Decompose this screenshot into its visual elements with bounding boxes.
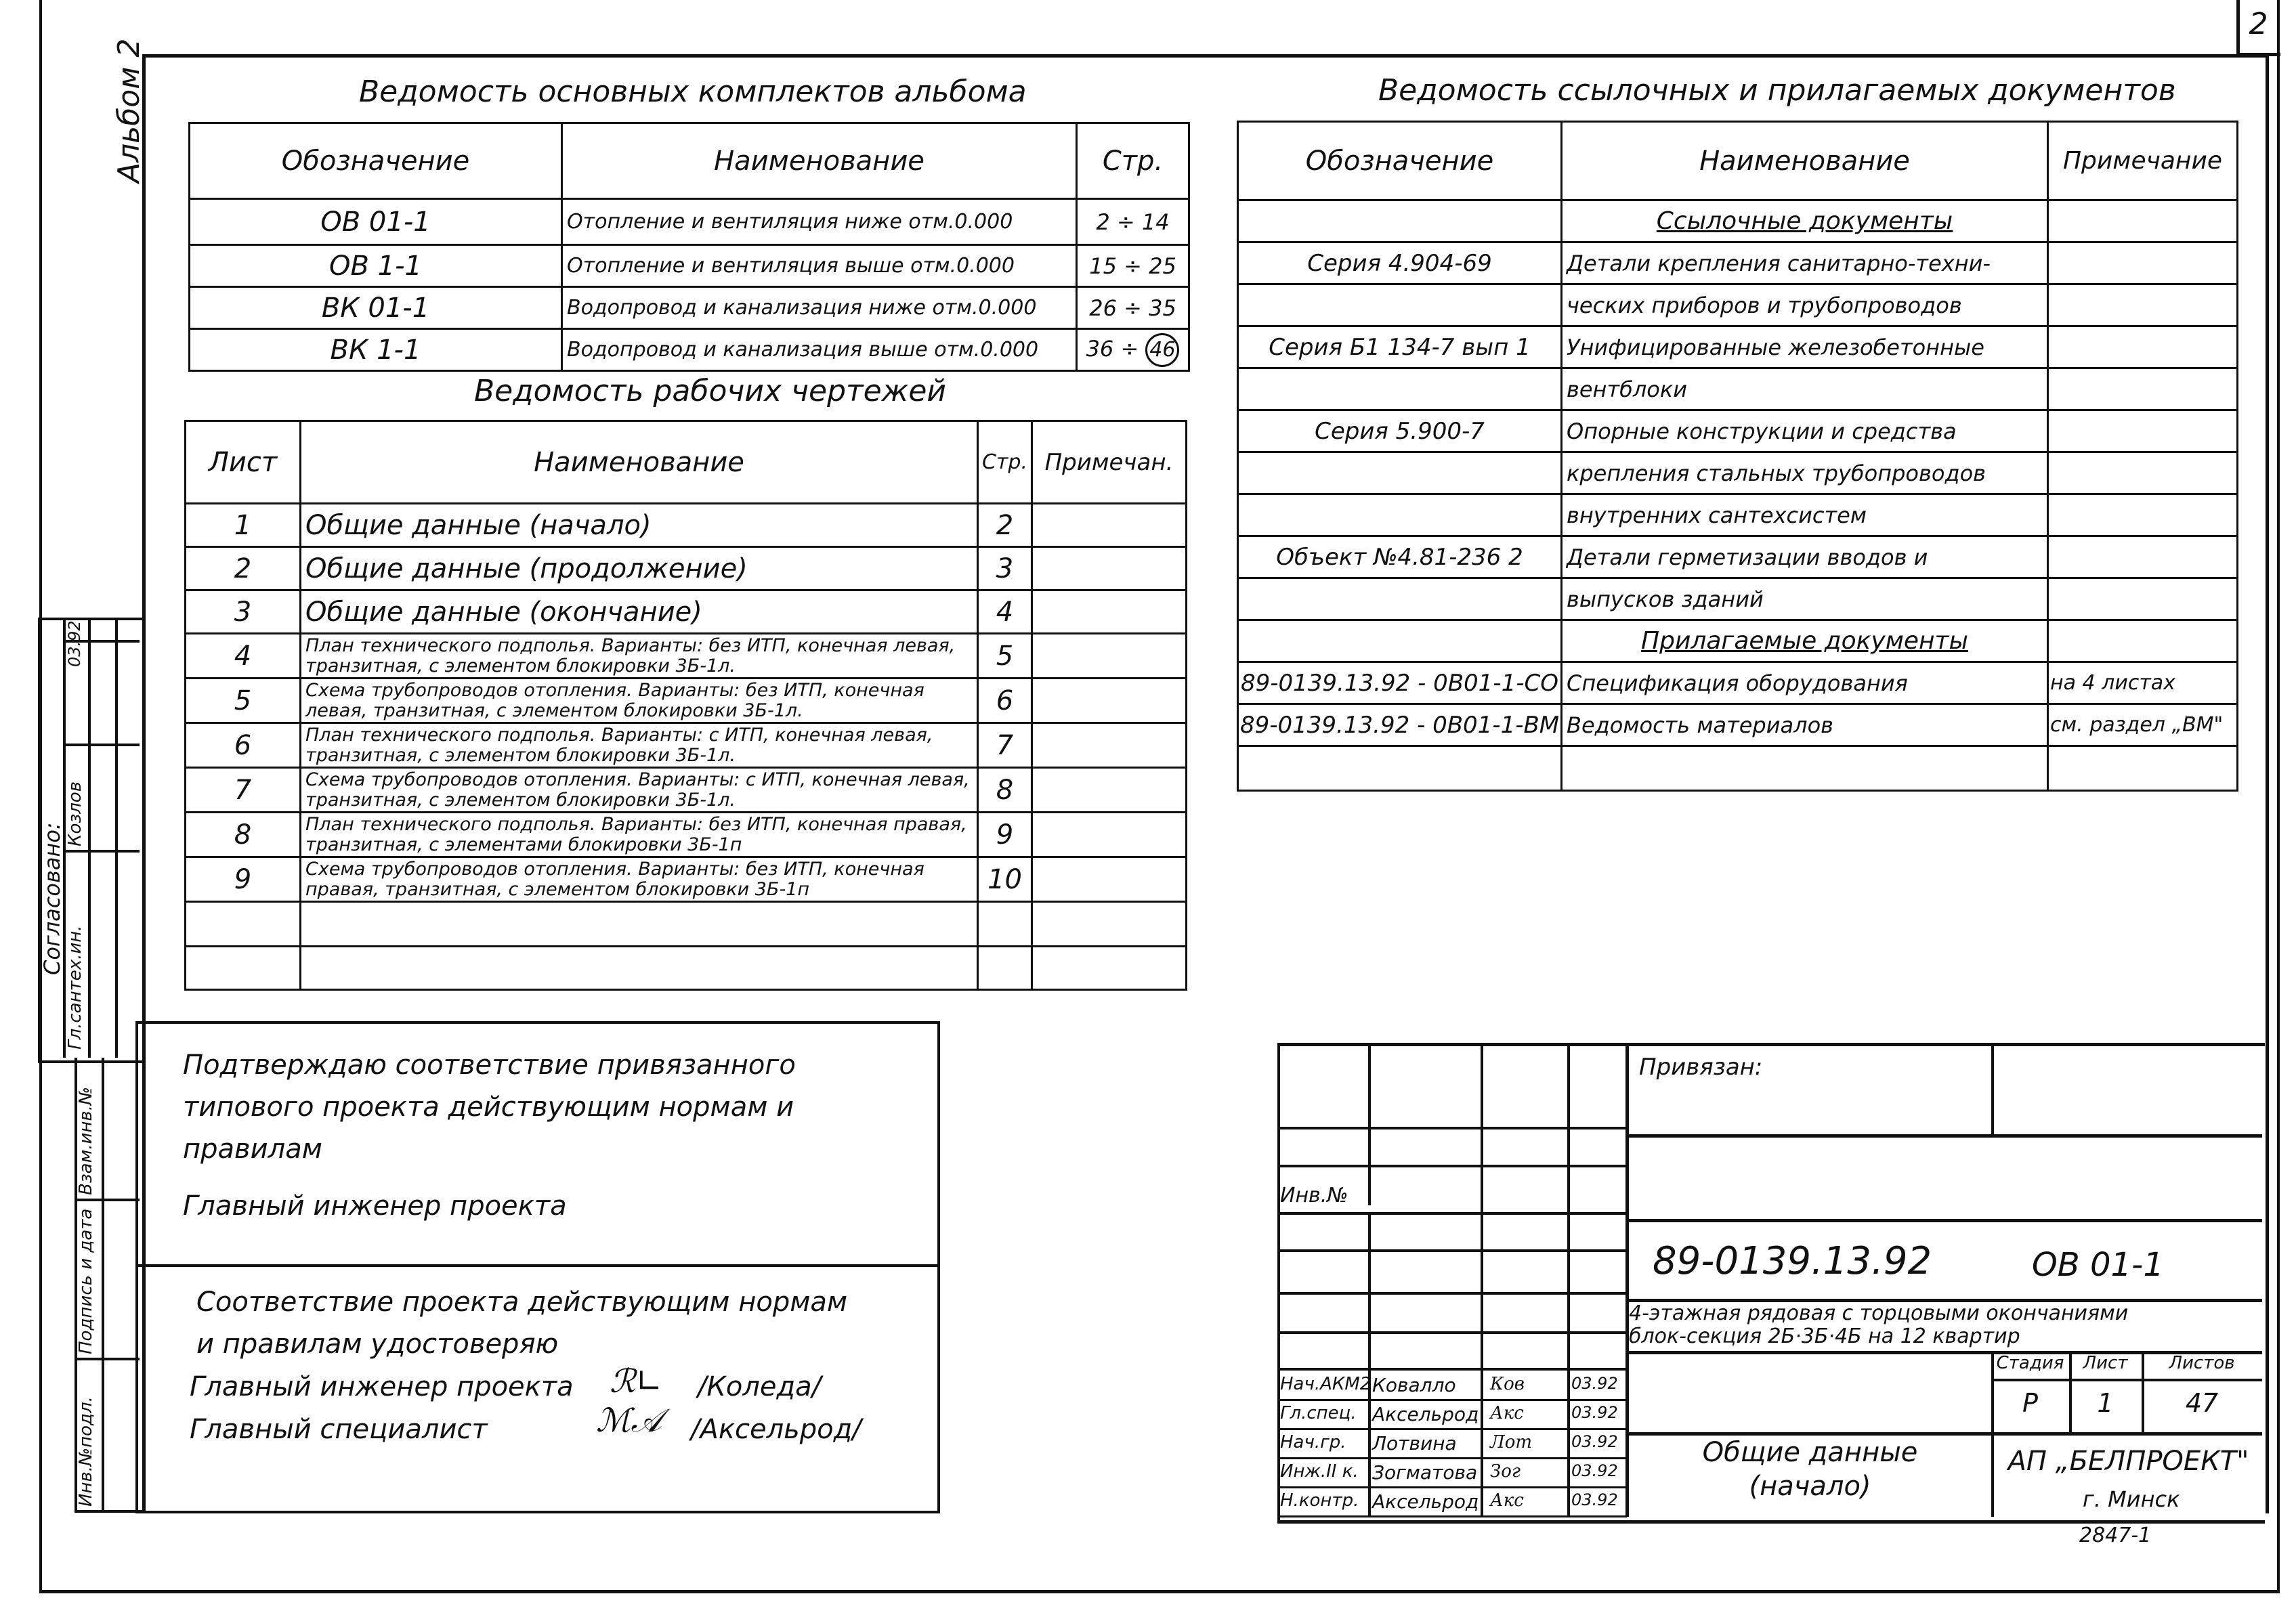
stamp-label-sign-date: Подпись и дата bbox=[76, 1208, 96, 1354]
col-header-code: Обозначение bbox=[1238, 122, 1562, 200]
doc-name: ческих приборов и трубопроводов bbox=[1562, 284, 2048, 326]
staff-name: Зогматова bbox=[1372, 1461, 1478, 1484]
confirmation-line: правилам bbox=[183, 1134, 322, 1165]
divider bbox=[1625, 1432, 2262, 1436]
divider bbox=[1277, 1249, 1627, 1252]
col-header-code: Обозначение bbox=[190, 123, 562, 199]
doc-code bbox=[1238, 284, 1562, 326]
table-row bbox=[1238, 410, 2238, 452]
drawing-sheet: 2 bbox=[186, 547, 301, 590]
divider bbox=[88, 618, 91, 1058]
set-name: Водопровод и канализация ниже отм.0.000 bbox=[562, 287, 1077, 329]
drawing-note bbox=[1032, 504, 1187, 547]
stamp-label-replace-inv: Взам.инв.№ bbox=[76, 1087, 96, 1195]
confirmation-line: Подтверждаю соответствие привязанного bbox=[183, 1050, 796, 1081]
table-row bbox=[190, 287, 1189, 329]
set-name: Отопление и вентиляция выше отм.0.000 bbox=[562, 245, 1077, 287]
drawing-name: Общие данные (окончание) bbox=[301, 590, 978, 634]
doc-code: Серия 5.900-7 bbox=[1238, 410, 1562, 452]
drawing-sheet bbox=[186, 947, 301, 990]
doc-note bbox=[2048, 494, 2238, 536]
staff-role: Нач.гр. bbox=[1280, 1432, 1346, 1452]
album-label: Альбом 2 bbox=[112, 38, 146, 183]
table-row bbox=[1238, 326, 2238, 368]
drawing-page: 2 bbox=[978, 504, 1032, 547]
divider bbox=[75, 1199, 140, 1201]
drawing-name: Общие данные (начало) bbox=[301, 504, 978, 547]
doc-code bbox=[1238, 200, 1562, 242]
divider bbox=[1625, 1219, 2262, 1222]
divider bbox=[1277, 1399, 1627, 1401]
drawing-page: 9 bbox=[978, 813, 1032, 857]
doc-note bbox=[2048, 620, 2238, 662]
col-header-name: Наименование bbox=[301, 421, 978, 504]
drawing-name: План технического подполья. Варианты: без ИТП, конечная правая, транзитная, с элементами блокировки 3Б-1п bbox=[301, 813, 978, 857]
drawing-note bbox=[1032, 590, 1187, 634]
doc-note bbox=[2048, 200, 2238, 242]
drawing-page: 6 bbox=[978, 679, 1032, 723]
drawing-page bbox=[978, 902, 1032, 947]
drawing-note bbox=[1032, 679, 1187, 723]
drawing-sheet bbox=[186, 902, 301, 947]
staff-name: Аксельрод bbox=[1372, 1403, 1479, 1425]
table-row bbox=[186, 723, 1187, 768]
divider bbox=[75, 1358, 140, 1360]
main-sets-title: Ведомость основных комплектов альбома bbox=[359, 74, 1027, 109]
description-line: 4-этажная рядовая с торцовыми окончаниями bbox=[1629, 1301, 2129, 1325]
drawing-note bbox=[1032, 768, 1187, 813]
col-header-pages: Стр. bbox=[1077, 123, 1189, 199]
drawing-note bbox=[1032, 902, 1187, 947]
drawing-name: Схема трубопроводов отопления. Варианты: с ИТП, конечная левая, транзитная, с элементом блокировки 3Б-1л. bbox=[301, 768, 978, 813]
doc-note bbox=[2048, 578, 2238, 620]
divider bbox=[1277, 1486, 1627, 1488]
doc-code: Объект №4.81-236 2 bbox=[1238, 536, 1562, 578]
divider bbox=[1625, 1134, 2262, 1138]
doc-note bbox=[2048, 746, 2238, 791]
divider bbox=[1277, 1292, 1627, 1295]
doc-name: внутренних сантехсистем bbox=[1562, 494, 2048, 536]
certification-role: Главный специалист bbox=[190, 1414, 488, 1445]
main-sets-table bbox=[188, 122, 1190, 372]
table-row bbox=[1238, 242, 2238, 284]
divider bbox=[1991, 1046, 1994, 1134]
col-header-note: Примечание bbox=[2048, 122, 2238, 200]
divider bbox=[1277, 1165, 1627, 1167]
table-row bbox=[186, 902, 1187, 947]
divider bbox=[1481, 1043, 1483, 1517]
drawing-note bbox=[1032, 857, 1187, 902]
certification-line: Соответствие проекта действующим нормам bbox=[196, 1287, 848, 1318]
doc-code: 89-0139.13.92 - 0В01-1-ВМ bbox=[1238, 704, 1562, 746]
drawing-page: 7 bbox=[978, 723, 1032, 768]
staff-role: Гл.спец. bbox=[1280, 1403, 1357, 1423]
drawing-name: Общие данные (продолжение) bbox=[301, 547, 978, 590]
sheet-title-line: (начало) bbox=[1749, 1471, 1871, 1502]
agreed-name: Козлов bbox=[65, 781, 85, 846]
divider bbox=[1277, 1515, 1627, 1517]
drawing-page: 3 bbox=[978, 547, 1032, 590]
col-header-name: Наименование bbox=[562, 123, 1077, 199]
staff-date: 03.92 bbox=[1571, 1403, 1618, 1422]
drawing-sheet: 5 bbox=[186, 679, 301, 723]
divider bbox=[1277, 1127, 1627, 1129]
doc-name: Ведомость материалов bbox=[1562, 704, 2048, 746]
divider bbox=[102, 1058, 104, 1510]
table-row bbox=[1238, 620, 2238, 662]
table-row bbox=[186, 590, 1187, 634]
reference-docs-table bbox=[1237, 121, 2238, 792]
set-pages: 15 ÷ 25 bbox=[1077, 245, 1189, 287]
drawing-note bbox=[1032, 634, 1187, 679]
drawing-sheet: 6 bbox=[186, 723, 301, 768]
doc-code bbox=[1238, 620, 1562, 662]
divider bbox=[1991, 1379, 2262, 1381]
drawing-page: 8 bbox=[978, 768, 1032, 813]
linked-label: Привязан: bbox=[1639, 1054, 1763, 1081]
drawing-page: 5 bbox=[978, 634, 1032, 679]
table-row bbox=[1238, 662, 2238, 704]
drawing-sheet: 7 bbox=[186, 768, 301, 813]
drawing-sheet: 8 bbox=[186, 813, 301, 857]
set-code: ВК 01-1 bbox=[190, 287, 562, 329]
table-row bbox=[186, 504, 1187, 547]
doc-name: Спецификация оборудования bbox=[1562, 662, 2048, 704]
divider bbox=[63, 744, 140, 746]
staff-date: 03.92 bbox=[1571, 1374, 1618, 1393]
divider bbox=[115, 618, 118, 1058]
certification-name: /Коледа/ bbox=[698, 1371, 822, 1402]
sheets-total-value: 47 bbox=[2185, 1388, 2219, 1418]
table-row bbox=[186, 634, 1187, 679]
doc-note: на 4 листах bbox=[2048, 662, 2238, 704]
table-row bbox=[186, 947, 1187, 990]
set-code: ОВ 01-1 bbox=[190, 199, 562, 245]
doc-code bbox=[1238, 578, 1562, 620]
drawing-note bbox=[1032, 547, 1187, 590]
col-header-name: Наименование bbox=[1562, 122, 2048, 200]
doc-code: Серия 4.904-69 bbox=[1238, 242, 1562, 284]
table-row bbox=[186, 813, 1187, 857]
stage-value: Р bbox=[2022, 1388, 2038, 1418]
table-row bbox=[1238, 284, 2238, 326]
certification-name: /Аксельрод/ bbox=[691, 1414, 862, 1445]
bottom-note: 2847-1 bbox=[2079, 1524, 2152, 1547]
doc-code: Серия Б1 134-7 вып 1 bbox=[1238, 326, 1562, 368]
sheets-total-header: Листов bbox=[2169, 1353, 2235, 1373]
doc-note bbox=[2048, 368, 2238, 410]
drawing-sheet: 3 bbox=[186, 590, 301, 634]
col-header-sheet: Лист bbox=[186, 421, 301, 504]
table-row bbox=[186, 768, 1187, 813]
table-row bbox=[1238, 536, 2238, 578]
divider bbox=[1277, 1428, 1627, 1430]
doc-code bbox=[1238, 494, 1562, 536]
doc-name: Детали крепления санитарно-техни- bbox=[1562, 242, 2048, 284]
table-row bbox=[190, 329, 1189, 371]
drawing-name: Схема трубопроводов отопления. Варианты: без ИТП, конечная правая, транзитная, с элементом блокировки 3Б-1п bbox=[301, 857, 978, 902]
table-row bbox=[1238, 746, 2238, 791]
table-row bbox=[1238, 494, 2238, 536]
staff-date: 03.92 bbox=[1571, 1461, 1618, 1480]
doc-code bbox=[1238, 452, 1562, 494]
divider bbox=[1368, 1212, 1371, 1517]
doc-name: выпусков зданий bbox=[1562, 578, 2048, 620]
divider bbox=[63, 850, 140, 853]
staff-signature: Акс bbox=[1490, 1403, 1524, 1423]
staff-signature: Лот bbox=[1490, 1432, 1533, 1452]
set-name: Отопление и вентиляция ниже отм.0.000 bbox=[562, 199, 1077, 245]
doc-note bbox=[2048, 536, 2238, 578]
drawing-sheet: 4 bbox=[186, 634, 301, 679]
set-code: ВК 1-1 bbox=[190, 329, 562, 371]
doc-note bbox=[2048, 284, 2238, 326]
confirmation-signer: Главный инженер проекта bbox=[183, 1190, 567, 1222]
stage-header: Стадия bbox=[1996, 1353, 2064, 1373]
staff-name: Аксельрод bbox=[1372, 1490, 1479, 1513]
certification-line: и правилам удостоверяю bbox=[196, 1329, 559, 1360]
working-drawings-table bbox=[184, 420, 1187, 991]
divider bbox=[1277, 1212, 1627, 1215]
drawing-sheet: 1 bbox=[186, 504, 301, 547]
agreed-label: Согласовано: bbox=[39, 822, 65, 975]
drawing-name: План технического подполья. Варианты: без ИТП, конечная левая, транзитная, с элементом блокировки 3Б-1л. bbox=[301, 634, 978, 679]
doc-name: Ссылочные документы bbox=[1562, 200, 2048, 242]
reference-docs-title: Ведомость ссылочных и прилагаемых документов bbox=[1378, 73, 2176, 108]
table-row bbox=[186, 679, 1187, 723]
col-header-page: Стр. bbox=[978, 421, 1032, 504]
doc-note bbox=[2048, 242, 2238, 284]
doc-name: Опорные конструкции и средства bbox=[1562, 410, 2048, 452]
divider bbox=[1277, 1331, 1627, 1334]
description-line: блок-секция 2Б·3Б·4Б на 12 квартир bbox=[1629, 1325, 2020, 1348]
table-row bbox=[190, 245, 1189, 287]
certification-role: Главный инженер проекта bbox=[190, 1371, 574, 1402]
staff-role: Н.контр. bbox=[1280, 1490, 1359, 1511]
staff-signature: Ков bbox=[1490, 1374, 1525, 1394]
stamp-label-orig-inv: Инв.№подл. bbox=[76, 1396, 96, 1507]
doc-note: см. раздел „ВМ" bbox=[2048, 704, 2238, 746]
drawing-name: План технического подполья. Варианты: с ИТП, конечная левая, транзитная, с элементом блокировки 3Б-1л. bbox=[301, 723, 978, 768]
drawing-name bbox=[301, 947, 978, 990]
set-pages bbox=[1077, 329, 1189, 371]
staff-role: Нач.АКМ2 bbox=[1280, 1374, 1372, 1394]
working-drawings-title: Ведомость рабочих чертежей bbox=[474, 374, 947, 408]
table-row bbox=[186, 547, 1187, 590]
drawing-sheet: 9 bbox=[186, 857, 301, 902]
organization: АП „БЕЛПРОЕКТ" bbox=[2007, 1446, 2249, 1477]
doc-code: ОВ 01-1 bbox=[2032, 1246, 2164, 1284]
staff-name: Лотвина bbox=[1372, 1432, 1457, 1455]
set-code: ОВ 1-1 bbox=[190, 245, 562, 287]
page-number: 2 bbox=[2249, 7, 2268, 41]
drawing-note bbox=[1032, 813, 1187, 857]
city: г. Минск bbox=[2083, 1486, 2180, 1512]
agreed-date: 03.92 bbox=[65, 620, 84, 667]
set-name: Водопровод и канализация выше отм.0.000 bbox=[562, 329, 1077, 371]
set-pages-text: 36 ÷ bbox=[1086, 335, 1139, 362]
doc-code bbox=[1238, 368, 1562, 410]
divider bbox=[1567, 1043, 1570, 1517]
doc-note bbox=[2048, 326, 2238, 368]
table-row bbox=[1238, 704, 2238, 746]
drawing-name bbox=[301, 902, 978, 947]
circled-page: 46 bbox=[1145, 333, 1179, 367]
drawing-page bbox=[978, 947, 1032, 990]
staff-date: 03.92 bbox=[1571, 1490, 1618, 1509]
doc-name: Унифицированные железобетонные bbox=[1562, 326, 2048, 368]
table-row bbox=[186, 857, 1187, 902]
staff-signature: Зог bbox=[1490, 1461, 1521, 1482]
staff-name: Ковалло bbox=[1372, 1374, 1456, 1396]
drawing-note bbox=[1032, 947, 1187, 990]
table-row bbox=[190, 199, 1189, 245]
sheet-value: 1 bbox=[2097, 1388, 2114, 1418]
col-header-note: Примечан. bbox=[1032, 421, 1187, 504]
doc-name: Прилагаемые документы bbox=[1562, 620, 2048, 662]
confirmation-line: типового проекта действующим нормам и bbox=[183, 1092, 794, 1123]
divider bbox=[1277, 1457, 1627, 1459]
divider bbox=[1368, 1043, 1371, 1205]
agreed-role: Гл.сантех.ин. bbox=[65, 925, 85, 1050]
table-row bbox=[1238, 368, 2238, 410]
doc-name: крепления стальных трубопроводов bbox=[1562, 452, 2048, 494]
doc-code bbox=[1238, 746, 1562, 791]
table-row bbox=[1238, 578, 2238, 620]
table-row bbox=[1238, 452, 2238, 494]
doc-name bbox=[1562, 746, 2048, 791]
doc-code: 89-0139.13.92 - 0В01-1-СО bbox=[1238, 662, 1562, 704]
inv-label: Инв.№ bbox=[1280, 1184, 1348, 1207]
project-code: 89-0139.13.92 bbox=[1653, 1239, 1932, 1283]
doc-name: вентблоки bbox=[1562, 368, 2048, 410]
set-pages: 26 ÷ 35 bbox=[1077, 287, 1189, 329]
doc-note bbox=[2048, 452, 2238, 494]
staff-date: 03.92 bbox=[1571, 1432, 1618, 1451]
signature-mark: ℛ∟ bbox=[610, 1362, 663, 1400]
divider bbox=[1277, 1368, 1627, 1371]
drawing-page: 4 bbox=[978, 590, 1032, 634]
set-pages: 2 ÷ 14 bbox=[1077, 199, 1189, 245]
drawing-name: Схема трубопроводов отопления. Варианты: без ИТП, конечная левая, транзитная, с элементом блокировки 3Б-1л. bbox=[301, 679, 978, 723]
sheet-header: Лист bbox=[2083, 1353, 2128, 1373]
drawing-page: 10 bbox=[978, 857, 1032, 902]
signature-mark: ℳ𝒜 bbox=[596, 1402, 662, 1440]
doc-name: Детали герметизации вводов и bbox=[1562, 536, 2048, 578]
doc-note bbox=[2048, 410, 2238, 452]
staff-signature: Акс bbox=[1490, 1490, 1524, 1511]
sheet-title-line: Общие данные bbox=[1702, 1437, 1918, 1468]
staff-role: Инж.II к. bbox=[1280, 1461, 1359, 1482]
table-row bbox=[1238, 200, 2238, 242]
drawing-note bbox=[1032, 723, 1187, 768]
